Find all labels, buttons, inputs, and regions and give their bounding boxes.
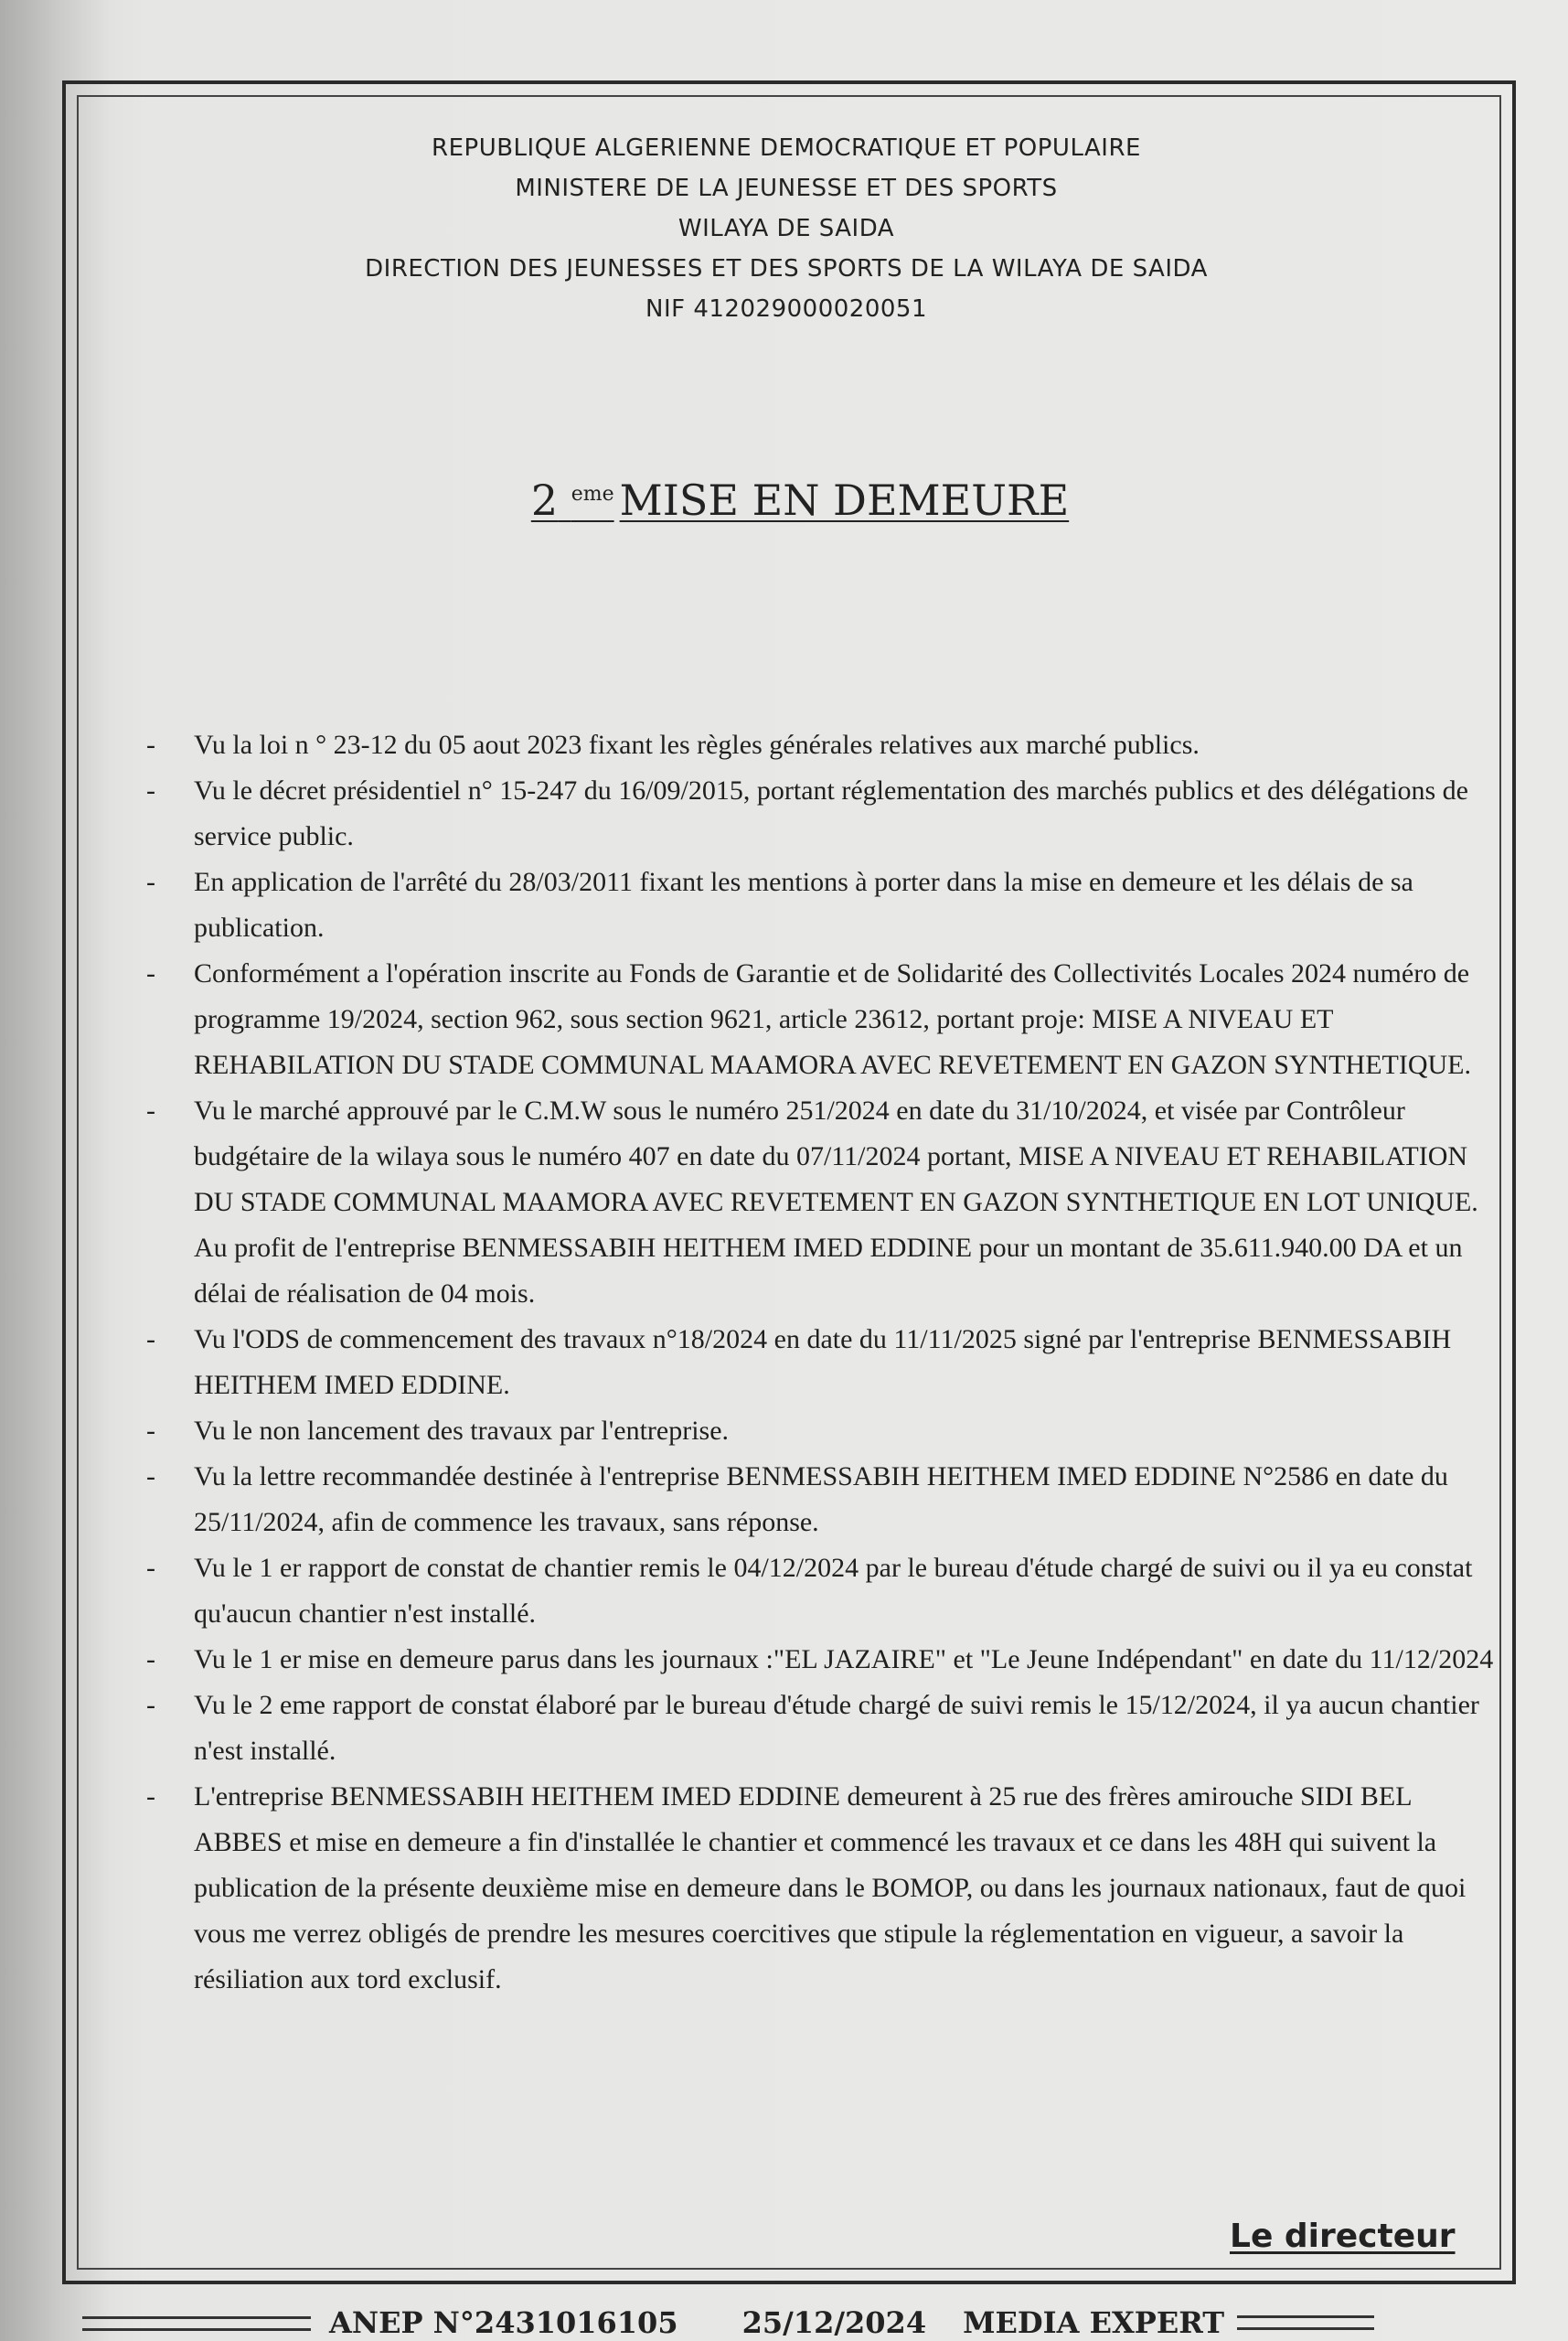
list-item-text: Vu l'ODS de commencement des travaux n°18/2024 en date du 11/11/2025 signé par l'entreprise BENMESSABIH HEITHEM IMED EDDINE. xyxy=(194,1324,1452,1400)
list-item xyxy=(146,1317,1499,1408)
header-republic: REPUBLIQUE ALGERIENNE DEMOCRATIQUE ET POPULAIRE xyxy=(432,134,1141,162)
list-item-text: L'entreprise BENMESSABIH HEITHEM IMED EDDINE demeurent à 25 rue des frères amirouche SIDI BEL ABBES et mise en demeure a fin d'installée le chantier et commencé les travaux et ce dans les 48H qui suivent la publication de la présente deuxième mise en demeure dans le BOMOP, ou dans les journaux nationaux, faut de quoi vous me verrez obligés de prendre les mesures coercitives que stipule la réglementation en vigueur, a savoir la résiliation aux tord exclusif. xyxy=(194,1781,1467,1994)
title-text: MISE EN DEMEURE xyxy=(619,476,1070,525)
list-item xyxy=(146,1683,1499,1774)
bullet-dash: - xyxy=(146,730,155,760)
footer-rule-right xyxy=(1237,2315,1374,2330)
list-item xyxy=(146,1637,1499,1683)
list-item xyxy=(146,951,1499,1088)
bullet-dash: - xyxy=(146,1690,155,1720)
header-nif: NIF 412029000020051 xyxy=(645,295,927,323)
bullet-dash: - xyxy=(146,1553,155,1583)
bullet-dash: - xyxy=(146,1461,155,1491)
bullet-dash: - xyxy=(146,867,155,897)
footer-rule-left xyxy=(82,2316,311,2331)
list-item xyxy=(146,1774,1499,2003)
list-item xyxy=(146,1088,1499,1317)
footer-anep-number: ANEP N°2431016105 xyxy=(329,2305,678,2340)
list-item xyxy=(146,768,1499,860)
list-item-text: Vu le marché approuvé par le C.M.W sous le numéro 251/2024 en date du 31/10/2024, et visée par Contrôleur budgétaire de la wilaya sous le numéro 407 en date du 07/11/2024 portant, MISE A NIVEAU ET REHABILATION DU STADE COMMUNAL MAAMORA AVEC REVETEMENT EN GAZON SYNTHETIQUE EN LOT UNIQUE. Au profit de l'entreprise BENMESSABIH HEITHEM IMED EDDINE pour un montant de 35.611.940.00 DA et un délai de réalisation de 04 mois. xyxy=(194,1096,1478,1309)
bullet-dash: - xyxy=(146,1781,155,1812)
document-body xyxy=(146,722,1499,2003)
title-superscript: eme xyxy=(571,482,614,506)
list-item-text: Vu le 1 er rapport de constat de chantier remis le 04/12/2024 par le bureau d'étude chargé de suivi ou il ya eu constat qu'aucun chantier n'est installé. xyxy=(194,1553,1473,1629)
title-number: 2 xyxy=(530,476,559,525)
document-title xyxy=(366,476,1234,525)
footer-media: MEDIA EXPERT xyxy=(963,2305,1225,2340)
signature-title: Le directeur xyxy=(1230,2218,1456,2255)
list-item xyxy=(146,1454,1499,1545)
list-item-text: Vu la lettre recommandée destinée à l'entreprise BENMESSABIH HEITHEM IMED EDDINE N°2586 en date du 25/11/2024, afin de commence les travaux, sans réponse. xyxy=(194,1461,1448,1537)
bullet-dash: - xyxy=(146,1416,155,1446)
list-item-text: Vu le non lancement des travaux par l'entreprise. xyxy=(194,1416,730,1446)
header-wilaya: WILAYA DE SAIDA xyxy=(677,215,895,242)
bullet-dash: - xyxy=(146,958,155,989)
list-item-text: Vu le décret présidentiel n° 15-247 du 16/09/2015, portant réglementation des marchés publics et des délégations de service public. xyxy=(194,775,1468,851)
list-item-text: En application de l'arrêté du 28/03/2011 fixant les mentions à porter dans la mise en demeure et les délais de sa publication. xyxy=(194,867,1413,943)
bullet-dash: - xyxy=(146,775,155,806)
bullet-dash: - xyxy=(146,1644,155,1674)
footer xyxy=(329,2304,1518,2341)
footer-date: 25/12/2024 xyxy=(741,2305,927,2340)
list-item xyxy=(146,722,1499,768)
list-item-text: Vu le 1 er mise en demeure parus dans les journaux :"EL JAZAIRE" et "Le Jeune Indépendant" en date du 11/12/2024 xyxy=(194,1644,1494,1674)
document-header xyxy=(183,128,1390,329)
header-ministry: MINISTERE DE LA JEUNESSE ET DES SPORTS xyxy=(515,175,1058,202)
list-item xyxy=(146,1545,1499,1637)
list-item-text: Conformément a l'opération inscrite au Fonds de Garantie et de Solidarité des Collectivités Locales 2024 numéro de programme 19/2024, section 962, sous section 9621, article 23612, portant proje: MISE A NIVEAU ET REHABILATION DU STADE COMMUNAL MAAMORA AVEC REVETEMENT EN GAZON SYNTHETIQUE. xyxy=(194,958,1472,1080)
list-item xyxy=(146,1408,1499,1454)
list-item-text: Vu le 2 eme rapport de constat élaboré par le bureau d'étude chargé de suivi remis le 15/12/2024, il ya aucun chantier n'est installé. xyxy=(194,1690,1479,1766)
bullet-dash: - xyxy=(146,1096,155,1126)
header-direction: DIRECTION DES JEUNESSES ET DES SPORTS DE LA WILAYA DE SAIDA xyxy=(365,255,1208,283)
list-item xyxy=(146,860,1499,951)
list-item-text: Vu la loi n ° 23-12 du 05 aout 2023 fixant les règles générales relatives aux marché publics. xyxy=(194,730,1200,760)
bullet-dash: - xyxy=(146,1324,155,1354)
